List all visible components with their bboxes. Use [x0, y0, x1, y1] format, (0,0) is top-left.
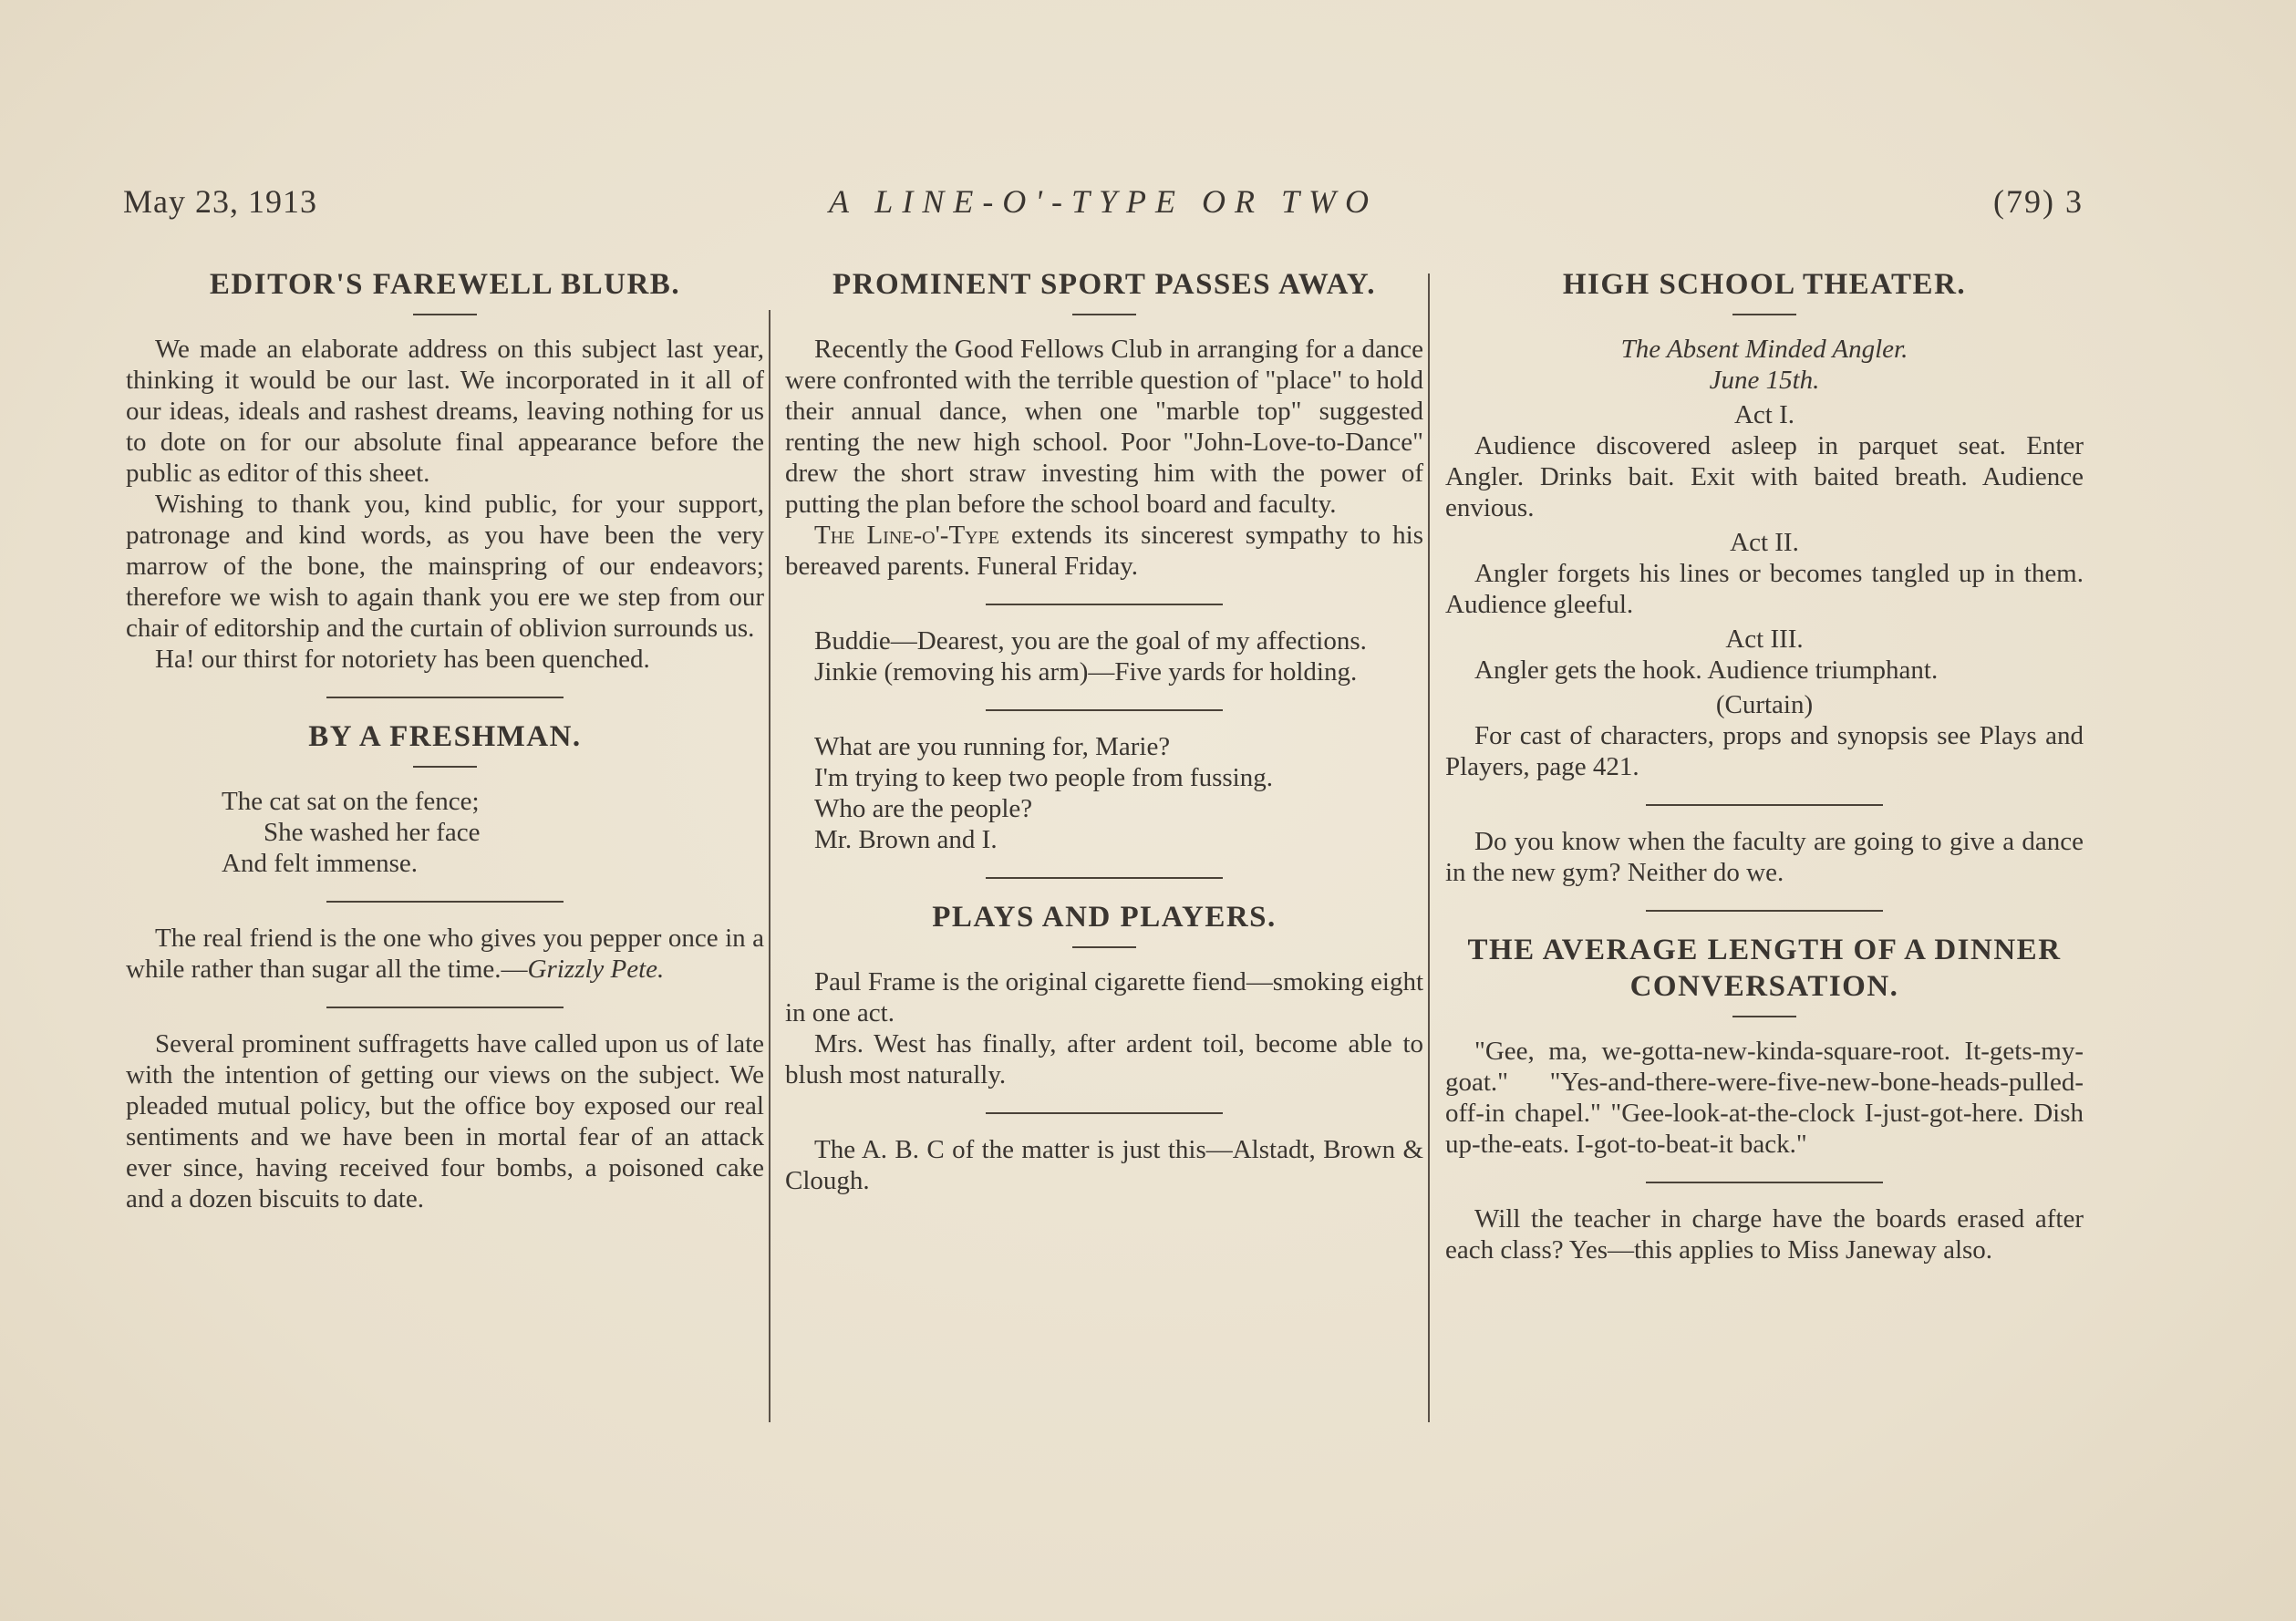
- play-title: The Absent Minded Angler.: [1620, 335, 1908, 364]
- paragraph: Several prominent suffragetts have called upon us of late with the intention of getting our views on the subject. We pleaded mutual policy, but the office boy exposed our real sentiments and we have been in mortal fear of an attack ever since, having received four bombs, a poisoned cake and a dozen biscuits to date.: [126, 1029, 764, 1213]
- quote-author: Grizzly Pete.: [527, 955, 665, 984]
- publication-name: The Line-o'-Type: [814, 521, 999, 550]
- divider: [326, 697, 564, 698]
- quote-text: The real friend is the one who gives you pepper once in a while rather than sugar all the time.—: [126, 924, 764, 984]
- paragraph: Ha! our thirst for notoriety has been quenched.: [155, 645, 650, 674]
- play-date: June 15th.: [1709, 366, 1820, 395]
- publication-title: A LINE-O'-TYPE OR TWO: [828, 183, 1379, 220]
- divider: [326, 1007, 564, 1008]
- poem-line: The cat sat on the fence;: [222, 787, 480, 816]
- divider: [1732, 1016, 1796, 1017]
- paragraph: Mrs. West has finally, after ardent toil, become able to blush most naturally.: [785, 1029, 1423, 1089]
- paragraph: Audience discovered asleep in parquet seat. Enter Angler. Drinks bait. Exit with baited breath. Audience envious.: [1445, 431, 2084, 522]
- divider: [1646, 910, 1883, 912]
- column-middle: [785, 266, 1423, 1196]
- divider: [1646, 804, 1883, 806]
- poem-line: She washed her face: [264, 818, 481, 847]
- divider: [1072, 946, 1136, 948]
- divider: [986, 877, 1223, 879]
- issue-date: May 23, 1913: [123, 183, 317, 220]
- article-heading: THE AVERAGE LENGTH OF A DINNER CONVERSATION.: [1467, 934, 2062, 1003]
- paragraph: We made an elaborate address on this subject last year, thinking it would be our last. We incorporated in it all of our ideas, ideals and rashest dreams, leaving nothing for us to dote on for our absolute final appearance before the public as editor of this sheet.: [126, 335, 764, 488]
- paragraph: "Gee, ma, we-gotta-new-kinda-square-root. It-gets-my-goat." "Yes-and-there-were-five-new-bone-heads-pulled-off-in chapel." "Gee-look-at-the-clock I-just-got-here. Dish up-the-eats. I-got-to-beat-it back.": [1445, 1037, 2084, 1159]
- divider: [1072, 314, 1136, 315]
- paragraph: Will the teacher in charge have the boards erased after each class? Yes—this applies to Miss Janeway also.: [1445, 1204, 2084, 1265]
- dialogue-line: Buddie—Dearest, you are the goal of my affections.: [814, 626, 1367, 656]
- divider: [986, 709, 1223, 711]
- act-heading: Act III.: [1725, 625, 1804, 654]
- paragraph: [785, 520, 1423, 582]
- column-left: [126, 266, 764, 1214]
- dialogue-line: Who are the people?: [814, 794, 1033, 823]
- paragraph: Angler gets the hook. Audience triumphant.: [1474, 656, 1939, 685]
- paragraph-text: extends its sincerest sympathy to his bereaved parents. Funeral Friday.: [785, 521, 1423, 581]
- curtain-note: (Curtain): [1715, 690, 1814, 719]
- paragraph: Do you know when the faculty are going to give a dance in the new gym? Neither do we.: [1445, 827, 2084, 887]
- poem: [126, 786, 764, 879]
- article-heading: BY A FRESHMAN.: [308, 720, 582, 753]
- dialogue-line: I'm trying to keep two people from fussing.: [814, 763, 1273, 792]
- paragraph: Angler forgets his lines or becomes tangled up in them. Audience gleeful.: [1445, 559, 2084, 619]
- paragraph: For cast of characters, props and synopsis see Plays and Players, page 421.: [1445, 721, 2084, 781]
- article-heading: HIGH SCHOOL THEATER.: [1562, 268, 1967, 301]
- divider: [986, 1112, 1223, 1114]
- column-divider: [1428, 274, 1430, 1422]
- divider: [413, 766, 477, 768]
- article-heading: PROMINENT SPORT PASSES AWAY.: [833, 268, 1376, 301]
- divider: [986, 604, 1223, 605]
- dialogue-line: Mr. Brown and I.: [814, 825, 998, 854]
- divider: [326, 901, 564, 903]
- divider: [1732, 314, 1796, 315]
- dialogue-line: What are you running for, Marie?: [814, 732, 1171, 761]
- dialogue-line: Jinkie (removing his arm)—Five yards for holding.: [814, 657, 1358, 687]
- paragraph: [126, 923, 764, 985]
- page-number: (79) 3: [1993, 183, 2084, 220]
- paragraph: Wishing to thank you, kind public, for your support, patronage and kind words, as you have been the very marrow of the bone, the mainspring of our endeavors; therefore we wish to again thank you ere we step from our chair of editorship and the curtain of oblivion surrounds us.: [126, 490, 764, 643]
- running-head: [123, 182, 2084, 228]
- column-right: [1445, 266, 2084, 1265]
- article-heading: EDITOR'S FAREWELL BLURB.: [209, 268, 681, 301]
- divider: [1646, 1182, 1883, 1183]
- poem-line: And felt immense.: [222, 849, 419, 878]
- column-divider: [769, 310, 771, 1422]
- paragraph: Recently the Good Fellows Club in arranging for a dance were confronted with the terrible question of "place" to hold their annual dance, when one "marble top" suggested renting the new high school. Poor "John-Love-to-Dance" drew the short straw investing him with the power of putting the plan before the school board and faculty.: [785, 335, 1423, 519]
- paragraph: The A. B. C of the matter is just this—Alstadt, Brown & Clough.: [785, 1135, 1423, 1195]
- divider: [413, 314, 477, 315]
- act-heading: Act II.: [1730, 528, 1799, 557]
- act-heading: Act I.: [1733, 400, 1795, 429]
- article-heading: PLAYS AND PLAYERS.: [932, 901, 1277, 934]
- paragraph: Paul Frame is the original cigarette fiend—smoking eight in one act.: [785, 967, 1423, 1027]
